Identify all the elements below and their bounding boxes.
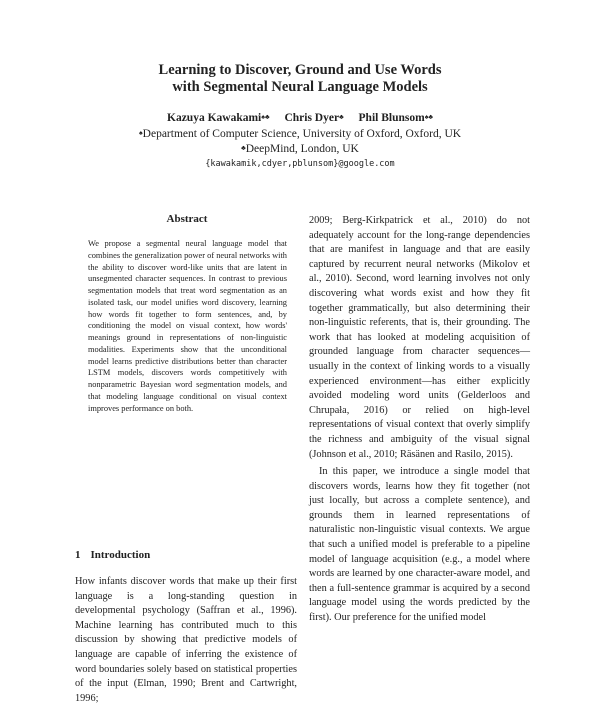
affiliation-mark: ♠ [138,129,143,137]
author-affiliation-mark: ♣ [339,113,344,121]
intro-paragraph: How infants discover words that make up their first language is a long-standing question in developmental psychology (Saffran et al., 1996). Machine learning has contributed much to this discussion by showing that predictive models of language are capable of inferring the existence of word boundaries solely based on statistical properties of the input (Elman, 1990; Brent and Cartwright, 1996; [75,576,297,704]
right-column [309,214,530,624]
section-heading-introduction [75,549,150,561]
affiliation-oxford: ♠Department of Computer Science, University of Oxford, Oxford, UK [138,128,462,140]
abstract-heading: Abstract [166,213,208,225]
title-line-1: Learning to Discover, Ground and Use Words [158,62,442,78]
abstract-text: We propose a segmental neural language model that combines the generalization power of neural networks with the ability to discover word-like units that are latent in unsegmented character sequences. In contrast to previous segmentation models that treat word segmentation as an isolated task, our model unifies word discovery, learning how words fit together to form sentences, and, by conditioning the model on visual context, how words' meanings ground in representations of non-linguistic modalities. Experiments show that the unconditional model learns predictive distributions better than character LSTM models, discovers words competitively with nonparametric Bayesian word segmentation models, and that modeling language conditional on visual context improves performance on both. [88,239,287,413]
affiliation-mark: ♣ [241,144,246,152]
section-title: Introduction [90,549,151,561]
author: Kazuya Kawakami♠♣ [167,112,270,124]
intro-left-column [75,575,297,704]
author: Chris Dyer♣ [284,112,344,124]
author-list [80,111,520,125]
author: Phil Blunsom♠♣ [358,112,433,124]
paper-title [80,62,520,96]
title-line-2: with Segmental Neural Language Models [172,79,428,95]
right-paragraph-1: 2009; Berg-Kirkpatrick et al., 2010) do not adequately account for the long-range dependencies that are manifest in language and that are easily captured by recurrent neural networks (Mikolov et al., 2010). Second, word learning involves not only discovering what words exist and how they fit together grammatically, but also determining their non-linguistic referents, that is, their grounding. The work that has looked at modeling acquisition of grounded language from character sequences—usually in the context of linking words to a visually experienced environment—has either explicitly avoided modeling word units (Gelderloos and Chrupała, 2016) or relied on high-level representations of visual context that overly simplify the richness and ambiguity of the visual signal (Johnson et al., 2010; Räsänen and Rasilo, 2015). [309,215,530,460]
author-email: {kawakamik,cdyer,pblunsom}@google.com [205,159,395,169]
right-paragraph-2: In this paper, we introduce a single model that discovers words, learns how they fit together (not just locally, but across a complete sentence), and grounds them in learned representations of naturalistic non-linguistic visual contexts. We argue that such a unified model is preferable to a pipeline model of language acquisition (e.g., a model where words are learned by one character-aware model, and then a full-sentence grammar is acquired by a second language model using the words predicted by the first). Our preference for the unified model [309,466,530,624]
author-affiliation-mark: ♠♣ [261,113,270,121]
affiliation-deepmind: ♣DeepMind, London, UK [241,143,359,155]
author-affiliation-mark: ♠♣ [424,113,433,121]
section-number: 1 [75,549,81,561]
